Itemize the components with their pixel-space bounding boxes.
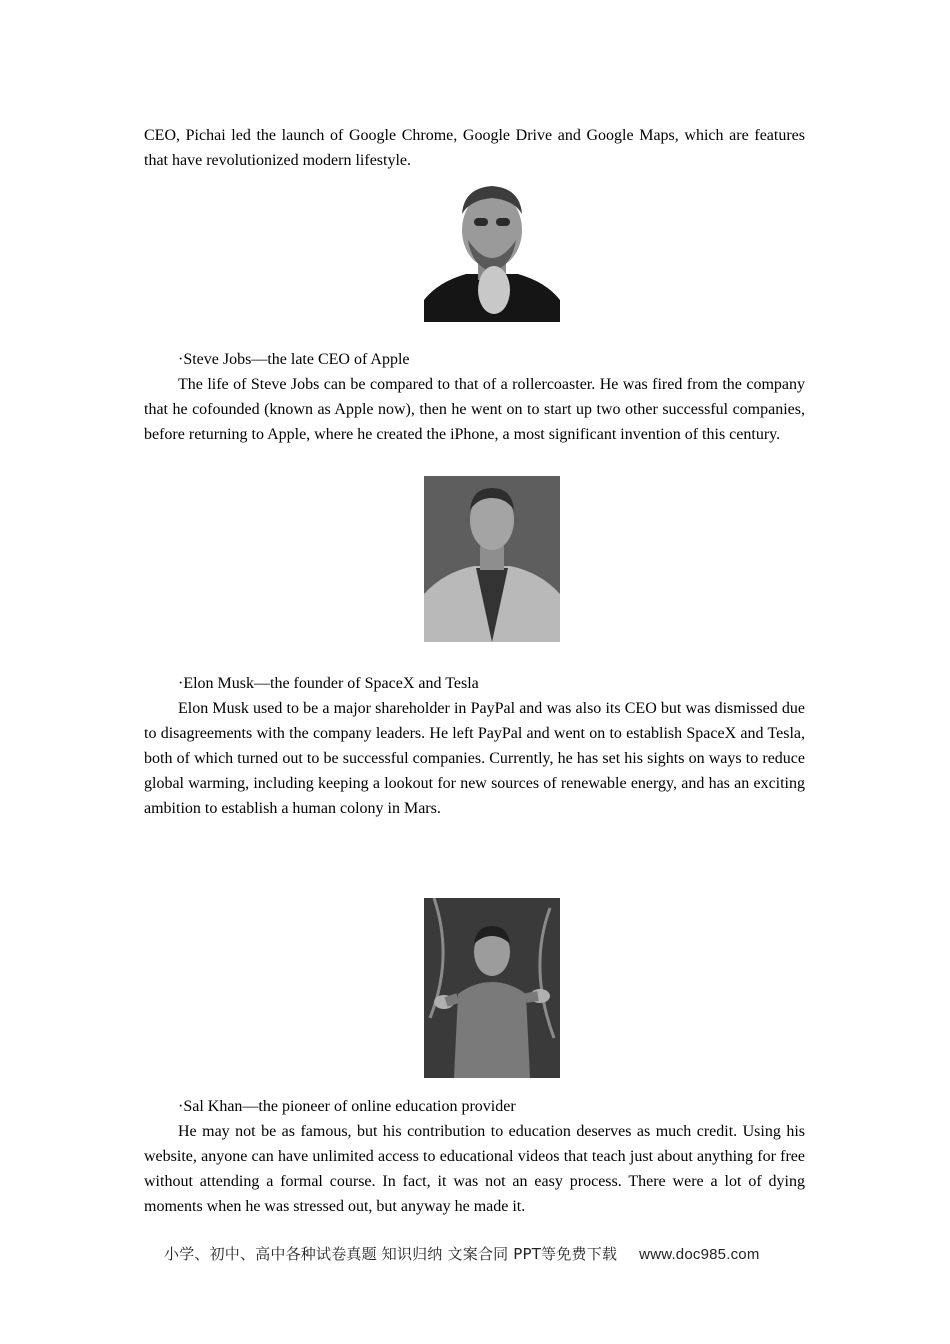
- page-footer: [164, 1243, 760, 1264]
- steve-jobs-caption: ·Steve Jobs—the late CEO of Apple: [178, 351, 410, 368]
- intro-paragraph: CEO, Pichai led the launch of Google Chrome, Google Drive and Google Maps, which are features that have revolutionized modern lifestyle.: [144, 127, 805, 169]
- steve-jobs-photo: [424, 178, 560, 322]
- sal-khan-caption: ·Sal Khan—the pioneer of online education provider: [178, 1098, 516, 1115]
- elon-musk-caption: ·Elon Musk—the founder of SpaceX and Tesla: [178, 675, 479, 692]
- elon-musk-body: Elon Musk used to be a major shareholder in PayPal and was also its CEO but was dismissed due to disagreements with the company leaders. He left PayPal and went on to establish SpaceX and Tesla, both of which turned out to be successful companies. Currently, he has set his sights on ways to reduce global warming, including keeping a lookout for new sources of renewable energy, and has an exciting ambition to establish a human colony in Mars.: [144, 700, 805, 817]
- sal-khan-photo: [424, 898, 560, 1078]
- footer-url[interactable]: www.doc985.com: [639, 1246, 760, 1263]
- steve-jobs-body: The life of Steve Jobs can be compared to that of a rollercoaster. He was fired from the company that he cofounded (known as Apple now), then he went on to start up two other successful companies, before returning to Apple, where he created the iPhone, a most significant invention of this century.: [144, 376, 805, 443]
- elon-musk-photo: [424, 476, 560, 642]
- sal-khan-body: He may not be as famous, but his contribution to education deserves as much credit. Using his website, anyone can have unlimited access to educational videos that teach just about anything for free without attending a formal course. In fact, it was not an easy process. There were a lot of dying moments when he was stressed out, but anyway he made it.: [144, 1123, 805, 1215]
- footer-text: 小学、初中、高中各种试卷真题 知识归纳 文案合同 PPT等免费下载: [164, 1245, 618, 1263]
